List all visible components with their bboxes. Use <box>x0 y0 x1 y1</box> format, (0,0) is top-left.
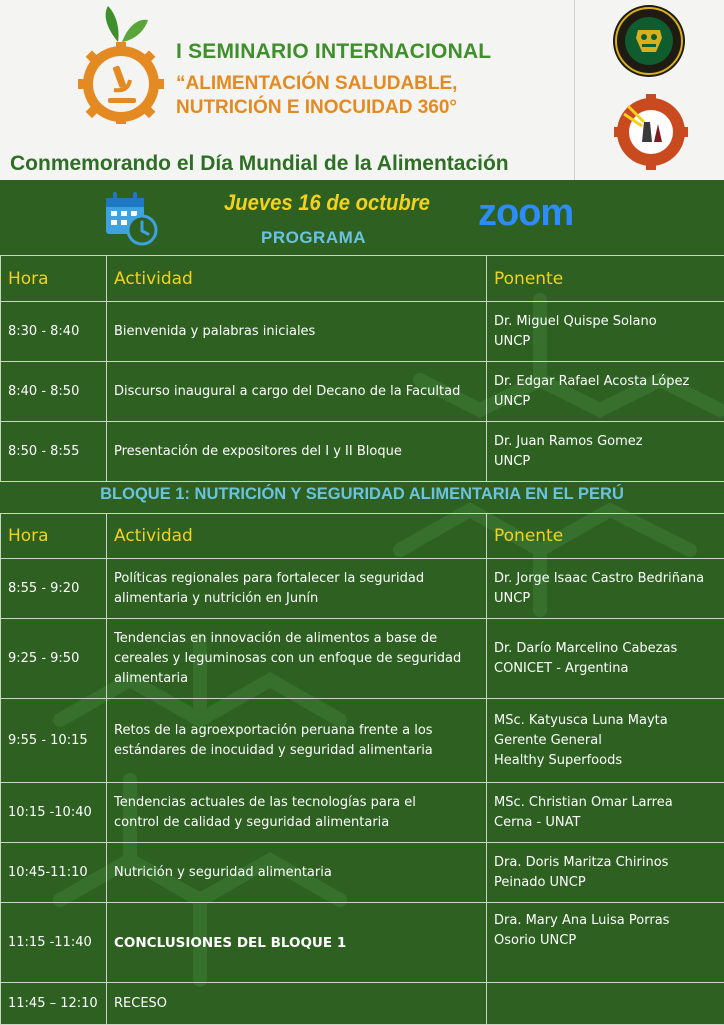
row-time: 8:50 - 8:55 <box>1 422 107 482</box>
row-time: 11:45 – 12:10 <box>1 983 107 1025</box>
table-row <box>1 362 724 422</box>
speaker-affiliation: UNCP <box>494 589 717 609</box>
speaker-name: Dr. Jorge Isaac Castro Bedriñana <box>494 569 717 589</box>
table-row <box>1 422 724 482</box>
row-activity <box>107 619 487 699</box>
speaker-name: Dr. Juan Ramos Gomez <box>494 432 717 452</box>
row-speaker <box>487 619 724 699</box>
table-row <box>1 302 724 362</box>
seminar-title: I SEMINARIO INTERNACIONAL <box>176 40 491 64</box>
table-row <box>1 983 724 1025</box>
block-title: BLOQUE 1: NUTRICIÓN Y SEGURIDAD ALIMENTARIA EN EL PERÚ <box>0 485 724 504</box>
activity-line: control de calidad y seguridad alimentaria <box>114 813 479 833</box>
row-time: 10:45-11:10 <box>1 843 107 903</box>
seminar-theme-line2: NUTRICIÓN E INOCUIDAD 360° <box>176 96 457 120</box>
row-time: 8:55 - 9:20 <box>1 559 107 619</box>
speaker-name: MSc. Christian Omar Larrea <box>494 793 717 813</box>
column-header-ponente: Ponente <box>487 256 724 302</box>
speaker-affiliation: Healthy Superfoods <box>494 751 717 771</box>
speaker-role: Gerente General <box>494 731 717 751</box>
row-time: 8:30 - 8:40 <box>1 302 107 362</box>
table-row <box>1 903 724 983</box>
row-speaker <box>487 559 724 619</box>
column-header-actividad: Actividad <box>107 514 487 559</box>
speaker-name: MSc. Katyusca Luna Mayta <box>494 711 717 731</box>
row-speaker <box>487 903 724 983</box>
row-time: 10:15 -10:40 <box>1 783 107 843</box>
speaker-name: Dr. Miguel Quispe Solano <box>494 312 717 332</box>
seminar-logo <box>78 2 164 124</box>
row-activity <box>107 783 487 843</box>
block1-schedule-table <box>0 513 724 1025</box>
table-header-row <box>1 256 724 302</box>
zoom-logo: zoom <box>478 192 573 235</box>
table-row <box>1 783 724 843</box>
row-time: 11:15 -11:40 <box>1 903 107 983</box>
activity-line: Políticas regionales para fortalecer la seguridad <box>114 569 479 589</box>
row-activity <box>107 699 487 783</box>
event-date: Jueves 16 de octubre <box>224 190 430 216</box>
table-header-row <box>1 514 724 559</box>
speaker-affiliation: CONICET - Argentina <box>494 659 717 679</box>
opening-schedule-table <box>0 255 724 482</box>
row-speaker <box>487 983 724 1025</box>
speaker-affiliation: UNCP <box>494 452 717 472</box>
column-header-ponente: Ponente <box>487 514 724 559</box>
university-seal <box>612 4 686 78</box>
speaker-affiliation: Peinado UNCP <box>494 873 717 893</box>
row-activity: Discurso inaugural a cargo del Decano de la Facultad <box>107 362 487 422</box>
table-row <box>1 559 724 619</box>
row-activity <box>107 559 487 619</box>
seminar-theme-line1: “ALIMENTACIÓN SALUDABLE, <box>176 72 457 96</box>
column-header-hora: Hora <box>1 256 107 302</box>
row-speaker <box>487 699 724 783</box>
speaker-affiliation: UNCP <box>494 332 717 352</box>
program-heading: PROGRAMA <box>261 228 366 248</box>
row-speaker <box>487 843 724 903</box>
row-activity: Nutrición y seguridad alimentaria <box>107 843 487 903</box>
column-header-actividad: Actividad <box>107 256 487 302</box>
activity-line: Retos de la agroexportación peruana frente a los <box>114 721 479 741</box>
table-row <box>1 619 724 699</box>
speaker-affiliation: UNCP <box>494 392 717 412</box>
row-time: 9:55 - 10:15 <box>1 699 107 783</box>
table-row <box>1 699 724 783</box>
row-activity: Bienvenida y palabras iniciales <box>107 302 487 362</box>
row-speaker <box>487 783 724 843</box>
event-subtitle: Conmemorando el Día Mundial de la Alimentación <box>10 152 509 176</box>
activity-line: alimentaria y nutrición en Junín <box>114 589 479 609</box>
row-time: 9:25 - 9:50 <box>1 619 107 699</box>
speaker-name: Dr. Edgar Rafael Acosta López <box>494 372 717 392</box>
row-speaker <box>487 302 724 362</box>
faculty-logo <box>614 92 688 170</box>
speaker-name: Dra. Mary Ana Luisa Porras <box>494 911 717 931</box>
row-activity: Presentación de expositores del I y II Bloque <box>107 422 487 482</box>
row-speaker <box>487 362 724 422</box>
calendar-clock-icon <box>104 190 158 246</box>
speaker-affiliation: Osorio UNCP <box>494 931 717 951</box>
row-activity: RECESO <box>107 983 487 1025</box>
row-time: 8:40 - 8:50 <box>1 362 107 422</box>
activity-line: estándares de inocuidad y seguridad alimentaria <box>114 741 479 761</box>
activity-line: Tendencias actuales de las tecnologías para el <box>114 793 479 813</box>
header-divider <box>574 0 575 180</box>
table-row <box>1 843 724 903</box>
column-header-hora: Hora <box>1 514 107 559</box>
speaker-name: Dra. Doris Maritza Chirinos <box>494 853 717 873</box>
activity-line: cereales y leguminosas con un enfoque de seguridad <box>114 649 479 669</box>
row-speaker <box>487 422 724 482</box>
speaker-affiliation: Cerna - UNAT <box>494 813 717 833</box>
activity-line: alimentaria <box>114 669 479 689</box>
speaker-name: Dr. Darío Marcelino Cabezas <box>494 639 717 659</box>
seminar-theme <box>176 72 457 120</box>
row-activity: CONCLUSIONES DEL BLOQUE 1 <box>107 903 487 983</box>
activity-line: Tendencias en innovación de alimentos a base de <box>114 629 479 649</box>
